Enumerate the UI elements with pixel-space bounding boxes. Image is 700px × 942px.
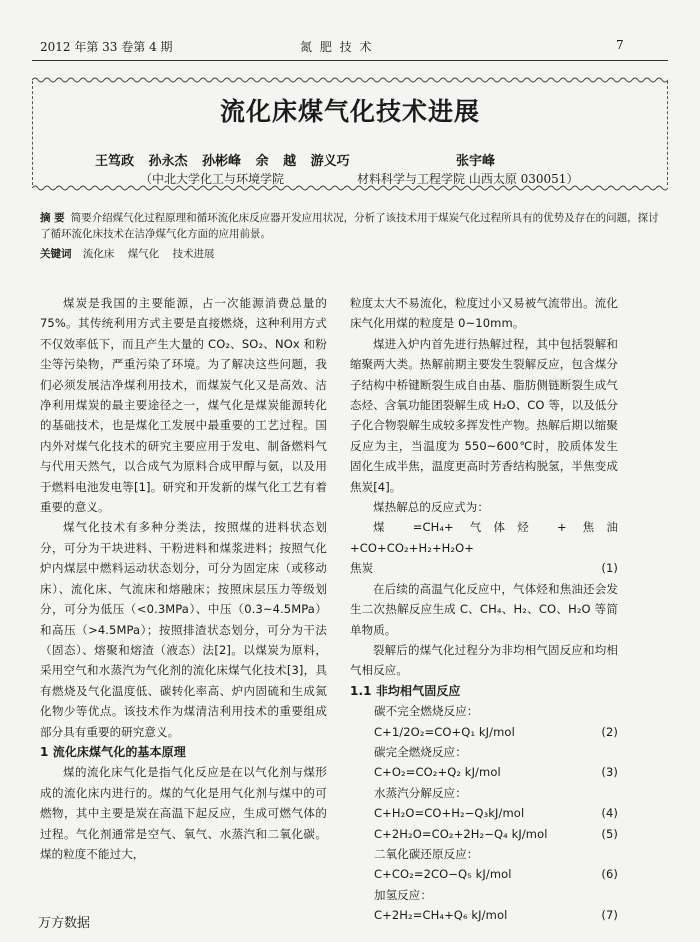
equation-number: (4) (601, 806, 618, 821)
keyword: 煤气化 (127, 248, 160, 260)
equation-line: 煤 =CH₄+ 气体烃 + 焦油 +CO+CO₂+H₂+H₂O+ (350, 520, 618, 555)
equation-text: C+2H₂O=CO₂+2H₂−Q₄ kJ/mol (374, 826, 548, 841)
equation-4 (350, 803, 618, 823)
equation-3 (350, 762, 618, 782)
keywords (40, 246, 225, 261)
equation-5 (350, 824, 618, 844)
equation-text: C+O₂=CO₂+Q₂ kJ/mol (374, 765, 501, 780)
paragraph: 煤气化技术有多种分类法，按照煤的进料状态划分，可分为干块进料、干粉进料和煤浆进料；按照气化炉内煤层中燃料运动状态划分，可分为固定床（或移动床）、流化床、气流床和熔融床；按照床层压力等级划分，可分为低压（<0.3MPa）、中压（0.3~4.5MPa）和高压（>4.5MPa）；按照排渣状态划分，可分为干法（固态）、熔聚和熔渣（液态）法[2]。以煤炭为原料，采用空气和水蒸汽为气化剂的流化床煤气化技术[3]，具有燃烧及气化温度低、碳转化率高、炉内固硫和生成氮化物少等优点。该技术作为煤清洁利用技术的重要组成部分具有重要的研究意义。 (40, 520, 327, 739)
paper-title: 流化床煤气化技术进展 (219, 97, 480, 126)
abstract-text: 简要介绍煤气化过程原理和循环流化床反应器开发应用状况，分析了该技术用于煤炭气化过程所具有的优势及存在的问题，探讨了循环流化床技术在洁净煤气化方面的应用前景。 (40, 212, 659, 240)
section-heading: 1.1 非均相气固反应 (350, 683, 461, 698)
journal-issue: 2012 年第 33 卷第 4 期 (40, 40, 173, 54)
keyword: 流化床 (82, 248, 115, 260)
author-list: 王笃政 孙永杰 孙彬峰 余 越 游义巧 (95, 154, 350, 169)
title-border-top (32, 76, 668, 84)
equation-text: C+H₂O=CO+H₂−Q₃kJ/mol (374, 806, 525, 821)
equation-number: (5) (601, 826, 618, 841)
affiliation-1: （中北大学化工与环境学院 (140, 172, 285, 186)
left-column (40, 293, 327, 864)
paragraph: 煤进入炉内首先进行热解过程，其中包括裂解和缩聚两大类。热解前期主要发生裂解反应，包含煤分子结构中桥键断裂生成自由基、脂肪侧链断裂生成气态烃、含氧功能团裂解生成 H₂O、CO 等，以及低分子化合物裂解生成较多挥发性产物。热解后期以缩聚反应为主，当温度为 550~600℃时，胶质体发生固化生成半焦，温度更高时芳香结构脱氢，半焦变成焦炭[4]。 (350, 336, 618, 494)
equation-7 (350, 905, 618, 925)
keywords-label: 关键词 (40, 248, 72, 260)
reaction-label: 二氧化碳还原反应： (374, 846, 479, 861)
paragraph: 粒度太大不易流化，粒度过小又易被气流带出。流化床气化用煤的粒度是 0~10mm。 (350, 296, 618, 331)
equation-number: (7) (601, 908, 618, 923)
paragraph: 煤的流化床气化是指气化反应是在以气化剂与煤形成的流化床内进行的。煤的气化是用气化剂与煤中的可燃物，其中主要是炭在高温下起反应，生成可燃气体的过程。气化剂通常是空气、氧气、水蒸汽和二氧化碳。煤的粒度不能过大， (40, 765, 327, 861)
watermark-footer: 万方数据 (38, 916, 91, 931)
equation-number: (6) (601, 867, 618, 882)
equation-text: 焦炭 (350, 561, 374, 576)
abstract (40, 210, 665, 242)
equation-number: (1) (601, 561, 618, 576)
reaction-label: 加氢反应： (374, 887, 432, 902)
paragraph: 裂解后的煤气化过程分为非均相气固反应和均相气相反应。 (350, 642, 618, 678)
section-heading: 1 流化床煤气化的基本原理 (40, 744, 186, 759)
equation-text: C+2H₂=CH₄+Q₆ kJ/mol (374, 908, 508, 923)
author-list-2: 张宇峰 (456, 154, 496, 169)
reaction-label: 水蒸汽分解反应： (374, 785, 467, 800)
equation-2 (350, 722, 618, 742)
equation-number: (3) (601, 765, 618, 780)
paragraph: 煤炭是我国的主要能源，占一次能源消费总量的 75%。其传统利用方式主要是直接燃烧，这种利用方式不仅效率低下，而且产生大量的 CO₂、SO₂、NOx 和粉尘等污染物，严重污染了环境。为了解决这些问题，我们必须发展洁净煤利用技术，而煤炭气化又是高效、洁净利用煤炭的最主要途径之一，煤气化是煤炭能源转化的基础技术，也是煤化工发展中最重要的工艺过程。国内外对煤气化技术的研究主要应用于发电、制备燃料气与代用天然气，以合成气为原料合成甲醇与氨，以及用于燃料电池发电等[1]。研究和开发新的煤气化工艺有着重要的意义。 (40, 296, 327, 515)
affiliation-2: 材料科学与工程学院 山西太原 030051） (357, 172, 579, 186)
equation-text: C+1/2O₂=CO+Q₁ kJ/mol (374, 724, 515, 739)
paragraph: 在后续的高温气化反应中，气体烃和焦油还会发生二次热解反应生成 C、CH₄、H₂、CO、H₂O 等简单物质。 (350, 581, 618, 637)
keyword: 技术进展 (172, 248, 215, 260)
paragraph: 煤热解总的反应式为： (373, 500, 489, 515)
journal-name: 氮 肥 技 术 (300, 40, 374, 54)
equation-6 (350, 864, 618, 884)
abstract-label: 摘 要 (40, 212, 65, 224)
equation-text: C+CO₂=2CO−Q₅ kJ/mol (374, 867, 512, 882)
reaction-label: 碳不完全燃烧反应： (374, 704, 479, 719)
equation-number: (2) (601, 724, 618, 739)
reaction-label: 碳完全燃烧反应： (374, 744, 467, 759)
header-rule (32, 60, 668, 61)
right-column (350, 293, 618, 926)
equation-1 (350, 558, 618, 578)
page-number: 7 (616, 38, 624, 52)
